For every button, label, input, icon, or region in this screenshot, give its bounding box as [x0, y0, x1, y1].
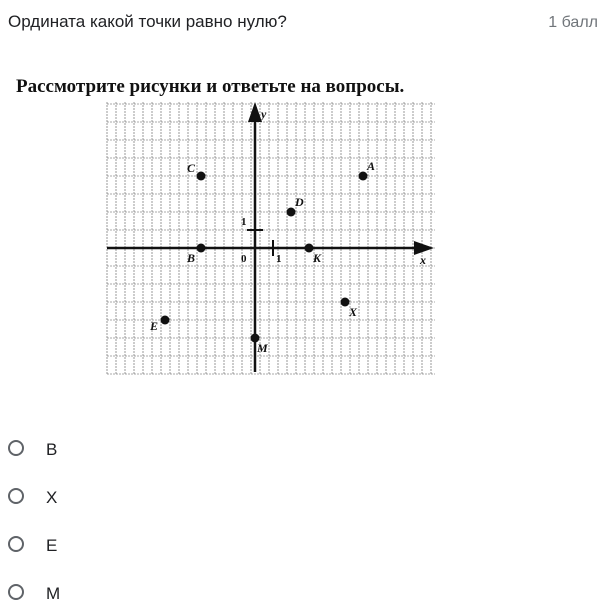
option-label: M: [46, 584, 61, 603]
grid: [107, 102, 435, 374]
option-label: X: [46, 488, 58, 507]
figure-caption: Рассмотрите рисунки и ответьте на вопросы.: [16, 76, 405, 97]
point-label-b: B: [187, 251, 196, 265]
origin-label: 0: [241, 253, 247, 265]
radio-circle-icon[interactable]: [8, 536, 24, 552]
point-label-a: A: [367, 159, 376, 173]
point-label-m: M: [257, 341, 268, 355]
point-e: [161, 316, 170, 325]
radio-circle-icon[interactable]: [8, 584, 24, 600]
points-label: 1 балл: [548, 14, 598, 31]
coordinate-figure: [8, 72, 470, 382]
answer-options: [8, 430, 308, 606]
axis-y-label: y: [261, 107, 267, 121]
point-label-x: X: [349, 305, 358, 319]
tick-y-label: 1: [241, 216, 247, 228]
axis-x-label: x: [420, 253, 426, 267]
question-header: [8, 12, 598, 40]
option-x[interactable]: [8, 478, 308, 526]
point-label-c: C: [187, 161, 196, 175]
tick-x-label: 1: [276, 253, 282, 265]
coordinate-plane: [8, 72, 470, 382]
point-label-k: K: [313, 251, 322, 265]
point-label-d: D: [295, 195, 304, 209]
radio-circle-icon[interactable]: [8, 488, 24, 504]
option-label: E: [46, 536, 58, 555]
option-m[interactable]: [8, 574, 308, 606]
option-label: B: [46, 440, 58, 459]
option-b[interactable]: [8, 430, 308, 478]
radio-circle-icon[interactable]: [8, 440, 24, 456]
point-c: [197, 172, 206, 181]
option-e[interactable]: [8, 526, 308, 574]
point-label-e: E: [150, 319, 159, 333]
point-b: [197, 244, 206, 253]
question-title: Ордината какой точки равно нулю?: [8, 12, 287, 31]
